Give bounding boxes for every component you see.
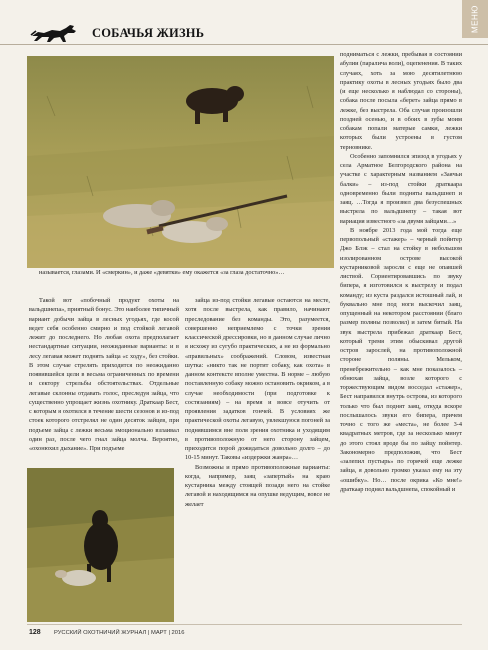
section-title: СОБАЧЬЯ ЖИЗНЬ <box>92 26 205 40</box>
paragraph: называется, глазами. И «смеркин», и даже «девятки» ему окажется «за глаза достаточно»… <box>39 269 285 276</box>
paragraph: В ноябре 2013 года мой тогда еще первопольный «стажер» – черный пойнтер Джо Блэк – стал на стойку в небольшом изолированном острове высокой кустарниковой заросли с еще не опавшей листвой. Сориентировавшись по звуку бипера, я изготовился к выстрелу и подал команду; из куста раздался истошный лай, и буквально мне под ноги выскочил заяц, опущенный на некотором расстоянии (благо размер поляны позволял) и затем битый. На звук выстрела прибежал драткаар Бест, который тремя этим обыскивал другой остров зарослей, на противоположной стороне поляны. Мельком, пренебрежительно – как мне показалось – обнюхав зайца, возле которого с торжествующим видом восседал «стажер», Бест направился внутрь острова, из которого только что был поднят заяц, откуда вскоре послышалось звуки его бипера, причем точно с того же «места», не более 3-4 квадратных метров, где за несколько минут до этого стоял вроде бы по зайцу пойнтер. Закономерно предположив, что Бест «залепил пустырь» по горячей еще лежке зайца, я довольно громко указал ему на эту «ошибку». Но… после окрика «Ко мне!» драткаар поднял вальдшнепа, спокойный и <box>340 226 462 493</box>
header-divider <box>0 44 488 45</box>
running-dog-logo-icon <box>30 22 82 44</box>
paragraph: Особенно запомнился эпизод в угодьях у села Арматное Белгородского района на участке с характерным названием «Заячьи балки» – из-под стойки драткаара одновременно были подняты вальдшнеп и заяц. …Тогда я произвел два безуспешных выстрела по вальдшнепу – такая вот вариация известного «за двумя зайцами…» <box>340 152 462 225</box>
menu-label[interactable]: МЕНЮ <box>470 5 480 33</box>
footer-divider <box>27 624 462 625</box>
paragraph: зайца из-под стойки легавые остаются на месте, хотя после выстрела, как правило, начинают преследование без команды. Это, разумеется, совершенно неприемлемо с точки зрения классической дрессировки, но в данном случае лично я исхожу из сугубо практических, а не из формально «правильных» соображений. Словом, известная шутка: «никто так не портит собаку, как охота» в данном контексте вполне уместна. В норме – любую поставленную собаку можно остановить окриком, а в случае необходимости (при подготовке к состязаниям) – на время и вовсе отучить от проявления задатков гончей. В условиях же практической охоты легавую, увлекшуюся погоней за поднявшимся вне поля зрения охотника и уходящим в противоположную от него сторону зайцем, приходится порой дожидаться довольно долго – до 10-15 минут. Таковы «издержки жанра»… <box>185 297 330 462</box>
right-column-text <box>340 50 462 494</box>
page-number: 128 <box>29 629 41 636</box>
magazine-info: РУССКИЙ ОХОТНИЧИЙ ЖУРНАЛ | МАРТ | 2016 <box>54 630 185 636</box>
hunting-dog-hares-photo <box>27 56 334 268</box>
left-column-top-text <box>29 268 329 277</box>
menu-tab[interactable] <box>462 0 488 38</box>
paragraph: подниматься с лежки, пребывая в состоянии абулии (паралича воли), оцепенения. В таких случаях, хоть за мою десятилетнюю практику охоты в лесных угодьях было два (и еще несколько я наблюдал со стороны), собака после посыла «берет» зайца прямо в лежке, без выстрела. Оба случая произошли поздней осенью, и в обоих в зубы моим собакам попали матерые самки, лежки которых были устроены в густом терновнике. <box>340 51 462 151</box>
dog-with-hare-photo <box>27 468 174 622</box>
paragraph: Возможны и прямо противоположные варианты: когда, например, заяц «запертый» на краю кустарника между стоящей позади него на стойке легавой и находящимся на опушке ведущим, вовсе не желает <box>185 463 330 508</box>
middle-column-text <box>185 296 330 509</box>
paragraph: Такой вот «побочный продукт охоты на вальдшнепа», приятный бонус. Это наиболее типичный вариант добычи зайца в лесных угодьях, где косой ведет себя особенно смирно и под стойкой легавой лежит до последнего. Но любая охота предполагает нестандартные ситуации, неожиданные варианты: и в лесу легавая может поднять зайца «с ходу», без стойки. В этом случае стрелять приходится по неожиданно появившейся цели в весьма ограниченных по времени и сектору стрельбы обстоятельствах. Отдельные легавые склонны отдавать голос, преследуя зайца, что существенно упрощает жизнь охотнику. Драткаар Бест, с которым я охотился в течение шести сезонов и из-под стоек которого отстрелял не один десяток зайцев, при подъеме зайца с лежки весьма эмоционально взлаивал один раз, после чего гнал зайца молча. Вероятно, «охонюхил дыхание». При подъеме <box>29 297 179 452</box>
left-column-text <box>29 296 179 453</box>
